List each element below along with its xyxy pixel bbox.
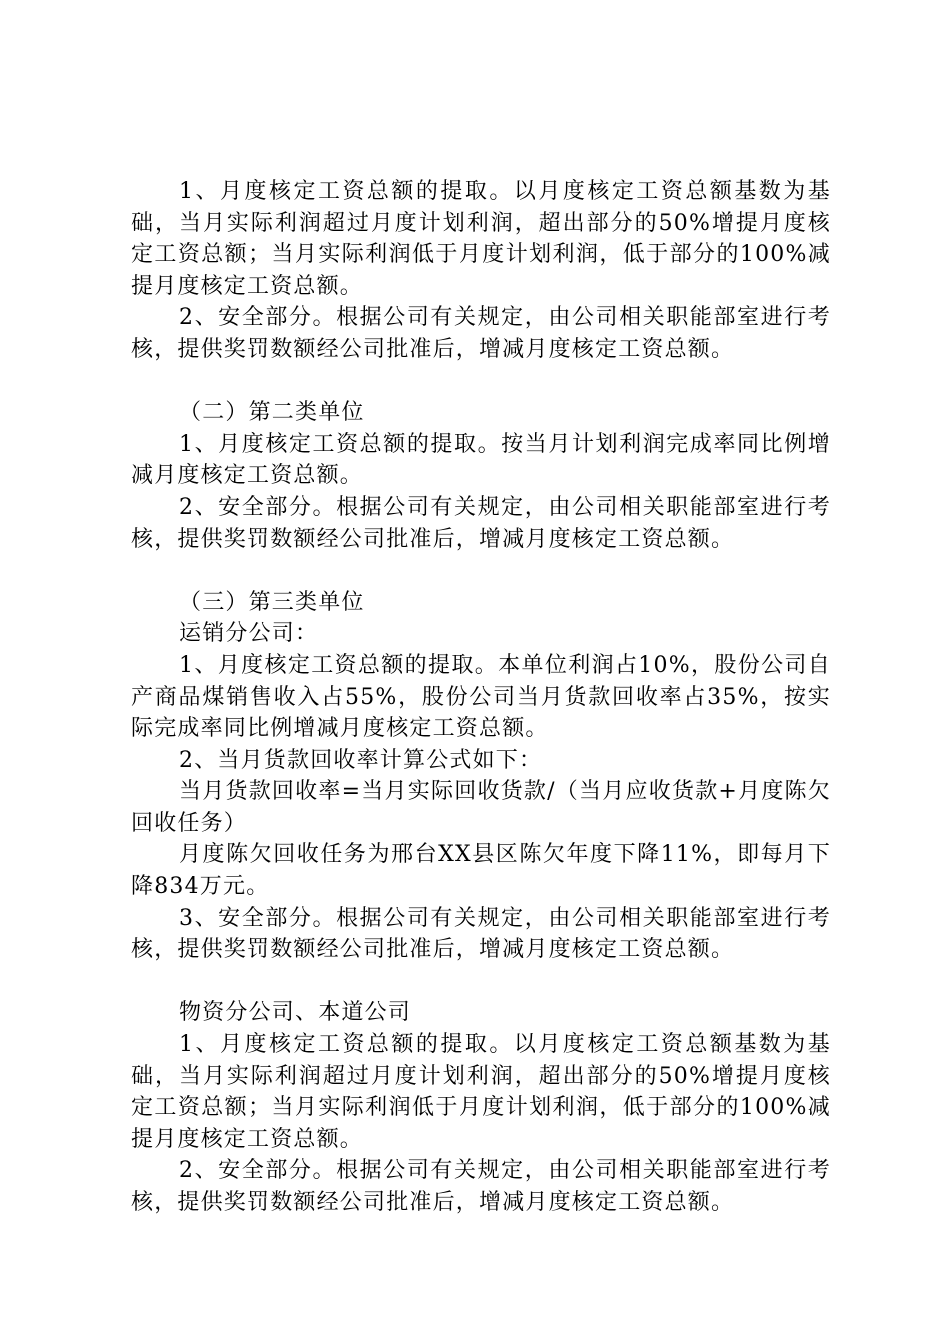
paragraph: 月度陈欠回收任务为邢台XX县区陈欠年度下降11%，即每月下降834万元。: [131, 842, 831, 900]
paragraph-gap: [131, 555, 831, 587]
paragraph: 1、月度核定工资总额的提取。本单位利润占10%，股份公司自产商品煤销售收入占55%，股份公司当月货款回收率占35%，按实际完成率同比例增减月度核定工资总额。: [131, 652, 831, 742]
paragraph: 1、月度核定工资总额的提取。以月度核定工资总额基数为基础，当月实际利润超过月度计划利润，超出部分的50%增提月度核定工资总额；当月实际利润低于月度计划利润，低于部分的100%减提月度核定工资总额。: [131, 1032, 831, 1152]
paragraph: 2、当月货款回收率计算公式如下：: [179, 747, 543, 773]
paragraph: 3、安全部分。根据公司有关规定，由公司相关职能部室进行考核，提供奖罚数额经公司批准后，增减月度核定工资总额。: [131, 905, 831, 963]
paragraph: 2、安全部分。根据公司有关规定，由公司相关职能部室进行考核，提供奖罚数额经公司批准后，增减月度核定工资总额。: [131, 494, 831, 552]
formula-paragraph: 当月货款回收率=当月实际回收货款/（当月应收货款+月度陈欠回收任务）: [131, 779, 831, 836]
section-heading: （三）第三类单位: [179, 589, 365, 615]
document-body: [131, 176, 831, 1219]
paragraph: 2、安全部分。根据公司有关规定，由公司相关职能部室进行考核，提供奖罚数额经公司批准后，增减月度核定工资总额。: [131, 1158, 831, 1215]
subsection-label: 运销分公司：: [179, 621, 319, 647]
paragraph: 1、月度核定工资总额的提取。以月度核定工资总额基数为基础，当月实际利润超过月度计划利润，超出部分的50%增提月度核定工资总额；当月实际利润低于月度计划利润，低于部分的100%减提月度核定工资总额。: [131, 179, 831, 299]
paragraph-gap: [131, 966, 831, 998]
paragraph: 1、月度核定工资总额的提取。按当月计划利润完成率同比例增减月度核定工资总额。: [131, 431, 831, 489]
subsection-label: 物资分公司、本道公司: [179, 1000, 412, 1026]
paragraph: 2、安全部分。根据公司有关规定，由公司相关职能部室进行考核，提供奖罚数额经公司批准后，增减月度核定工资总额。: [131, 305, 831, 362]
paragraph-gap: [131, 366, 831, 398]
section-heading: （二）第二类单位: [179, 400, 365, 426]
